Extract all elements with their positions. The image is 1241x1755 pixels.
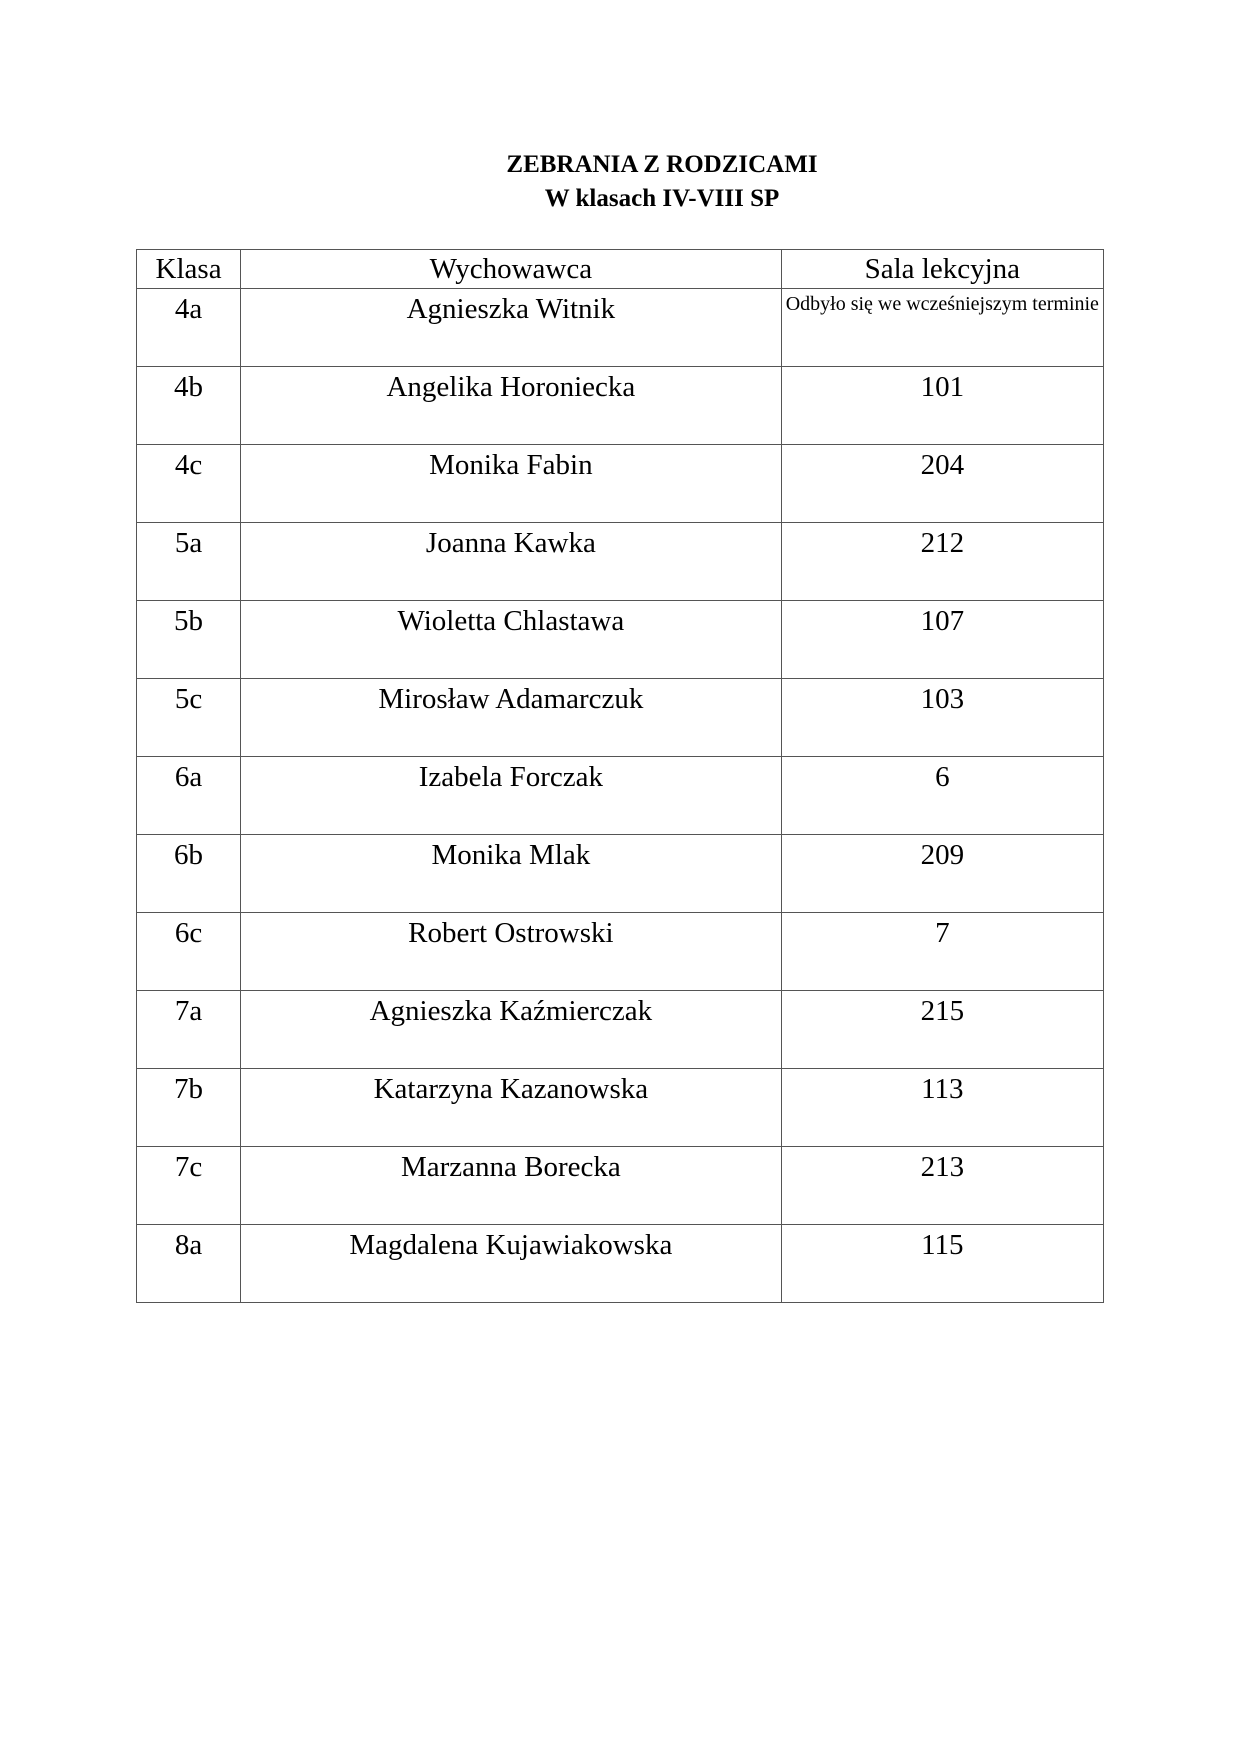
cell-klasa: 8a xyxy=(137,1225,241,1303)
cell-sala xyxy=(781,289,1103,367)
table-row xyxy=(137,991,1104,1069)
cell-klasa: 5a xyxy=(137,523,241,601)
cell-wychowawca: Agnieszka Kaźmierczak xyxy=(241,991,782,1069)
table-row xyxy=(137,1147,1104,1225)
cell-wychowawca: Mirosław Adamarczuk xyxy=(241,679,782,757)
table-row xyxy=(137,601,1104,679)
cell-klasa: 4c xyxy=(137,445,241,523)
cell-wychowawca: Robert Ostrowski xyxy=(241,913,782,991)
column-header-sala: Sala lekcyjna xyxy=(781,250,1103,289)
table-row xyxy=(137,523,1104,601)
cell-wychowawca: Monika Mlak xyxy=(241,835,782,913)
cell-sala: 204 xyxy=(781,445,1103,523)
meeting-schedule-table xyxy=(136,249,1104,1303)
table-row xyxy=(137,913,1104,991)
cell-sala: 209 xyxy=(781,835,1103,913)
cell-klasa: 5c xyxy=(137,679,241,757)
cell-wychowawca: Joanna Kawka xyxy=(241,523,782,601)
cell-klasa: 4a xyxy=(137,289,241,367)
cell-klasa: 6c xyxy=(137,913,241,991)
cell-klasa: 7b xyxy=(137,1069,241,1147)
cell-sala: 212 xyxy=(781,523,1103,601)
cell-klasa: 7a xyxy=(137,991,241,1069)
table-row xyxy=(137,1225,1104,1303)
cell-wychowawca: Marzanna Borecka xyxy=(241,1147,782,1225)
table-row xyxy=(137,367,1104,445)
cell-wychowawca: Katarzyna Kazanowska xyxy=(241,1069,782,1147)
cell-sala: 7 xyxy=(781,913,1103,991)
cell-wychowawca: Monika Fabin xyxy=(241,445,782,523)
cell-klasa: 5b xyxy=(137,601,241,679)
column-header-wychowawca: Wychowawca xyxy=(241,250,782,289)
cell-sala: 6 xyxy=(781,757,1103,835)
cell-sala: 215 xyxy=(781,991,1103,1069)
table-row xyxy=(137,445,1104,523)
cell-klasa: 6a xyxy=(137,757,241,835)
table-row xyxy=(137,1069,1104,1147)
table-row xyxy=(137,289,1104,367)
cell-sala: 115 xyxy=(781,1225,1103,1303)
cell-wychowawca: Angelika Horoniecka xyxy=(241,367,782,445)
cell-wychowawca: Wioletta Chlastawa xyxy=(241,601,782,679)
cell-wychowawca: Agnieszka Witnik xyxy=(241,289,782,367)
document-header xyxy=(0,148,1241,216)
document-subtitle: W klasach IV-VIII SP xyxy=(544,185,780,212)
cell-wychowawca: Izabela Forczak xyxy=(241,757,782,835)
column-header-klasa: Klasa xyxy=(137,250,241,289)
cell-sala: 213 xyxy=(781,1147,1103,1225)
cell-sala: 113 xyxy=(781,1069,1103,1147)
table-header-row xyxy=(137,250,1104,289)
document-title: ZEBRANIA Z RODZICAMI xyxy=(506,151,818,178)
cell-sala: 101 xyxy=(781,367,1103,445)
cell-klasa: 6b xyxy=(137,835,241,913)
table-row xyxy=(137,679,1104,757)
cell-klasa: 7c xyxy=(137,1147,241,1225)
cell-sala: 107 xyxy=(781,601,1103,679)
cell-sala-note: Odbyło się we wcześniejszym terminie xyxy=(785,293,1099,315)
table-row xyxy=(137,835,1104,913)
table-row xyxy=(137,757,1104,835)
cell-klasa: 4b xyxy=(137,367,241,445)
cell-sala: 103 xyxy=(781,679,1103,757)
cell-wychowawca: Magdalena Kujawiakowska xyxy=(241,1225,782,1303)
